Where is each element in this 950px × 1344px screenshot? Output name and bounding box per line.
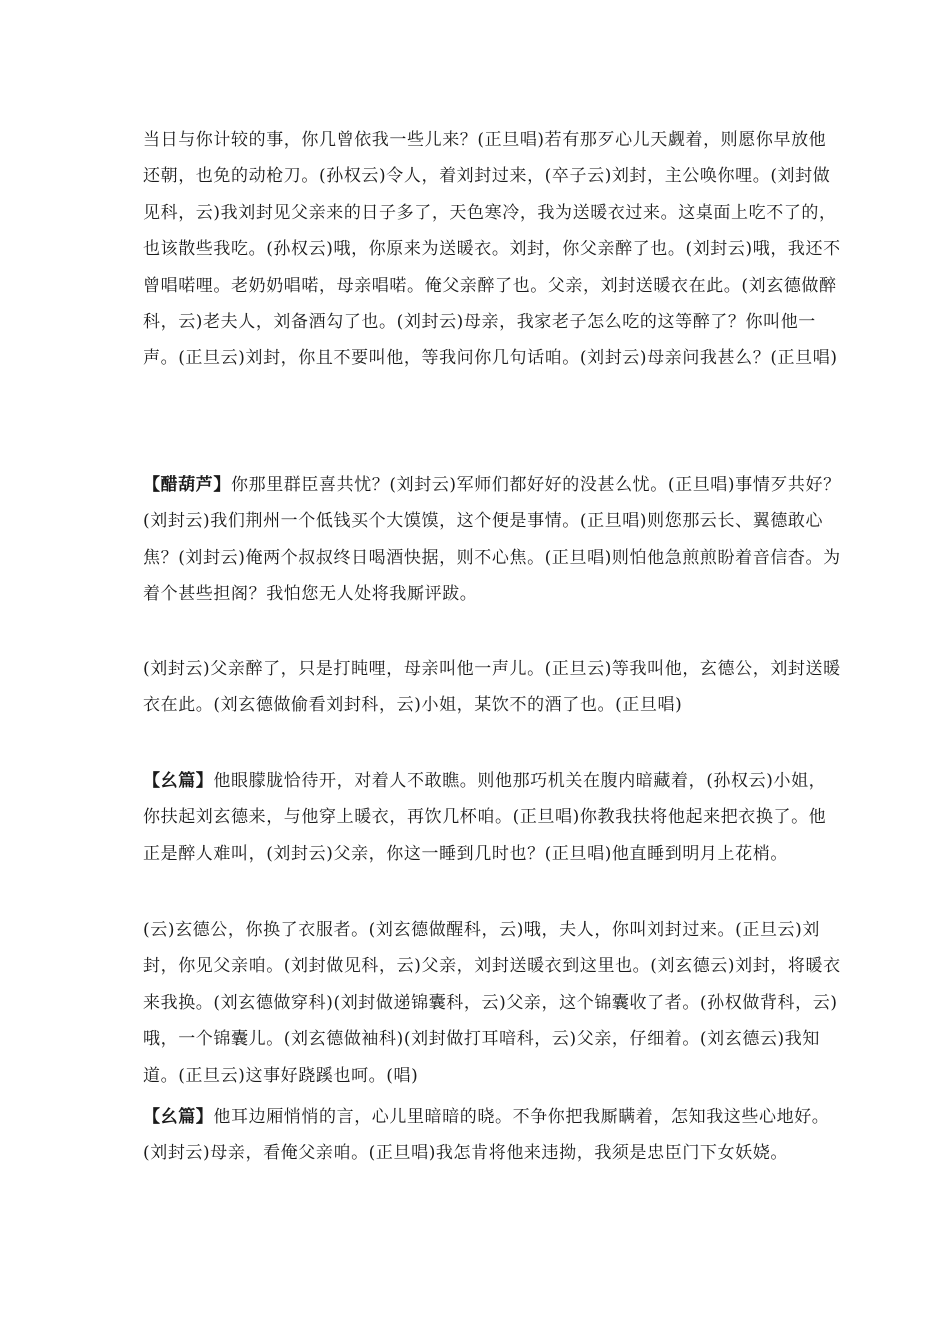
tune-title: 【幺篇】 — [143, 771, 214, 791]
paragraph-2 — [143, 467, 843, 613]
paragraph-text: 当日与你计较的事，你几曾依我一些儿来？(正旦唱)若有那歹心儿天觑着，则愿你早放他还朝，也免的动枪刀。(孙权云)令人，着刘封过来，(卒子云)刘封，主公唤你哩。(刘封做见科，云)我刘封见父亲来的日子多了，天色寒冷，我为送暖衣过来。这桌面上吃不了的，也该散些我吃。(孙权云)哦，你原来为送暖衣。刘封，你父亲醉了也。(刘封云)哦，我还不曾唱喏哩。老奶奶唱喏，母亲唱喏。俺父亲醉了也。父亲，刘封送暖衣在此。(刘玄德做醉科，云)老夫人，刘备酒勾了也。(刘封云)母亲，我家老子怎么吃的这等醉了？你叫他一声。(正旦云)刘封，你且不要叫他，等我问你几句话咱。(刘封云)母亲问我甚么？(正旦唱) — [143, 130, 841, 369]
paragraph-3 — [143, 651, 843, 724]
tune-title: 【醋葫芦】 — [143, 475, 231, 495]
paragraph-text: (云)玄德公，你换了衣服者。(刘玄德做醒科，云)哦，夫人，你叫刘封过来。(正旦云)刘封，你见父亲咱。(刘封做见科，云)父亲，刘封送暖衣到这里也。(刘玄德云)刘封，将暖衣来我换。(刘玄德做穿科)(刘封做递锦囊科，云)父亲，这个锦囊收了者。(孙权做背科，云)哦，一个锦囊儿。(刘玄德做袖科)(刘封做打耳喑科，云)父亲，仔细着。(刘玄德云)我知道。(正旦云)这事好跷蹊也呵。(唱) — [143, 920, 841, 1086]
paragraph-4 — [143, 763, 843, 872]
tune-title: 【幺篇】 — [143, 1107, 214, 1127]
paragraph-text: 你那里群臣喜共忧？(刘封云)军师们都好好的没甚么忧。(正旦唱)事情歹共好？(刘封云)我们荆州一个低钱买个大馍馍，这个便是事情。(正旦唱)则您那云长、翼德敢心焦？(刘封云)俺两个叔叔终日喝酒快据，则不心焦。(正旦唱)则怕他急煎煎盼着音信杳。为着个甚些担阁？我怕您无人处将我厮评跋。 — [143, 475, 841, 605]
paragraph-6 — [143, 1099, 843, 1172]
paragraph-5 — [143, 912, 843, 1094]
paragraph-text: 他眼朦胧恰待开，对着人不敢瞧。则他那巧机关在腹内暗藏着，(孙权云)小姐，你扶起刘玄德来，与他穿上暖衣，再饮几杯咱。(正旦唱)你教我扶将他起来把衣换了。他正是醉人难叫，(刘封云)父亲，你这一睡到几时也？(正旦唱)他直睡到明月上花梢。 — [143, 771, 827, 864]
paragraph-1 — [143, 122, 843, 377]
paragraph-text: (刘封云)父亲醉了，只是打盹哩，母亲叫他一声儿。(正旦云)等我叫他，玄德公，刘封送暖衣在此。(刘玄德做偷看刘封科，云)小姐，某饮不的酒了也。(正旦唱) — [143, 659, 841, 716]
paragraph-text: 他耳边厢悄悄的言，心儿里暗暗的晓。不争你把我厮瞒着，怎知我这些心地好。(刘封云)母亲，看俺父亲咱。(正旦唱)我怎肯将他来违拗，我须是忠臣门下女妖娆。 — [143, 1107, 830, 1164]
